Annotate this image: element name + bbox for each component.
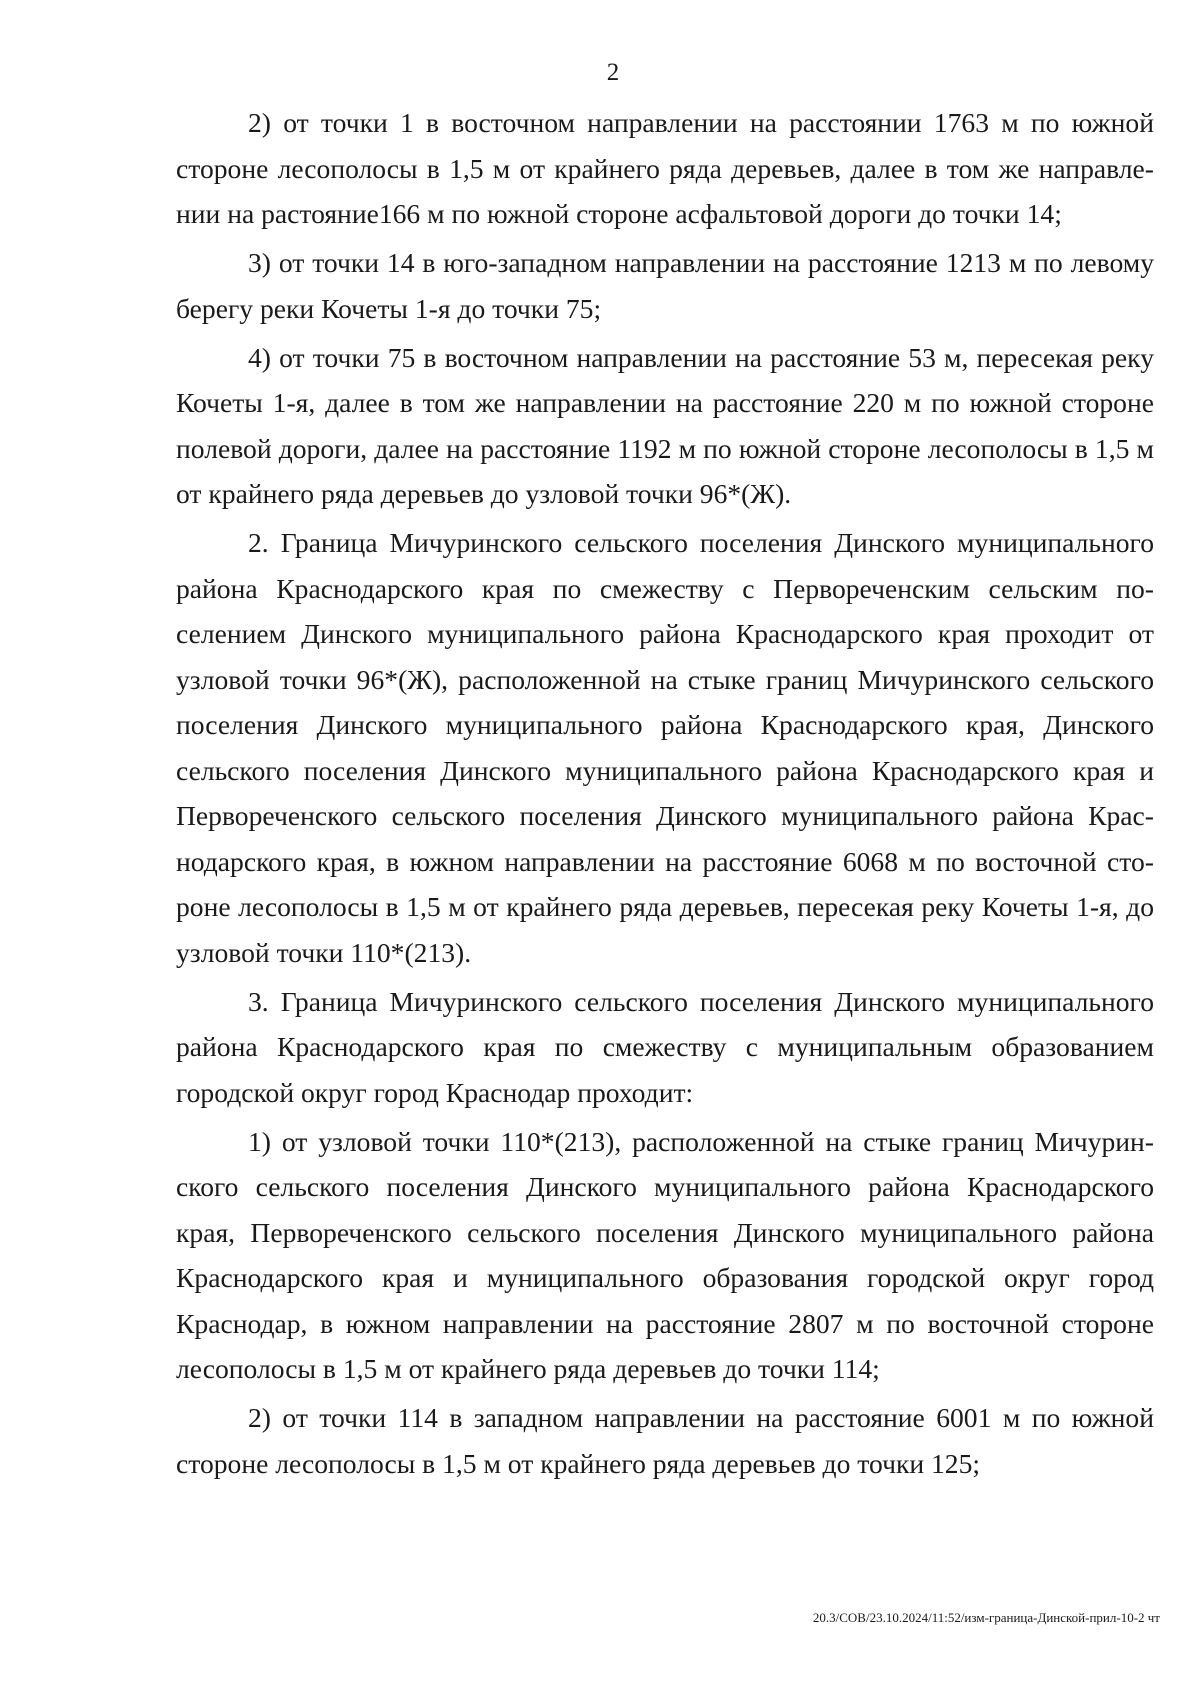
footer-file-reference: 20.3/СОВ/23.10.2024/11:52/изм-граница-Динской-прил-10-2 чт [812, 1610, 1160, 1625]
paragraph-item-3: 3) от точки 14 в юго-западном направлении на расстояние 1213 м по левому берегу реки Кочеты 1-я до точки 75; [176, 247, 1154, 324]
paragraph-section-3-item-2: 2) от точки 114 в западном направлении на расстояние 6001 м по южной стороне лесополосы в 1,5 м от крайнего ряда деревьев до точки 125; [176, 1402, 1154, 1479]
paragraph-section-3-item-1: 1) от узловой точки 110*(213), расположенной на стыке границ Мичуринского сельского поселения Динского муниципального района Краснодарского края, Первореченского сельского поселения Динского муниципального района Краснодарского края и муниципального образования городской округ город Краснодар, в южном направлении на расстояние 2807 м по восточной стороне лесополосы в 1,5 м от крайнего ряда деревьев до точки 114; [176, 1125, 1154, 1384]
paragraph-item-2: 2) от точки 1 в восточном направлении на расстоянии 1763 м по южной стороне лесополосы в 1,5 м от крайнего ряда деревьев, далее в том же направлении на растояние166 м по южной стороне асфальтовой дороги до точки 14; [176, 107, 1154, 229]
paragraph-section-3: 3. Граница Мичуринского сельского поселения Динского муниципального района Краснодарского края по смежеству с муниципальным образованием городской округ город Краснодар проходит: [176, 985, 1154, 1108]
document-body [176, 100, 1154, 1490]
paragraph-section-2: 2. Граница Мичуринского сельского поселения Динского муниципального района Краснодарского края по смежеству с Первореченским сельским поселением Динского муниципального района Краснодарского края проходит от узловой точки 96*(Ж), расположенной на стыке границ Мичуринского сельского поселения Динского муниципального района Краснодарского края, Динского сельского поселения Динского муниципального района Краснодарского края и Первореченского сельского поселения Динского муниципального района Краснодарского края, в южном направлении на расстояние 6068 м по восточной стороне лесополосы в 1,5 м от крайнего ряда деревьев, пересекая реку Кочеты 1-я, до узловой точки 110*(213). [176, 527, 1154, 968]
page-number: 2 [606, 59, 620, 86]
paragraph-item-4: 4) от точки 75 в восточном направлении на расстояние 53 м, пересекая реку Кочеты 1-я, далее в том же направлении на расстояние 220 м по южной стороне полевой дороги, далее на расстояние 1192 м по южной стороне лесополосы в 1,5 м от крайнего ряда деревьев до узловой точки 96*(Ж). [176, 341, 1154, 509]
